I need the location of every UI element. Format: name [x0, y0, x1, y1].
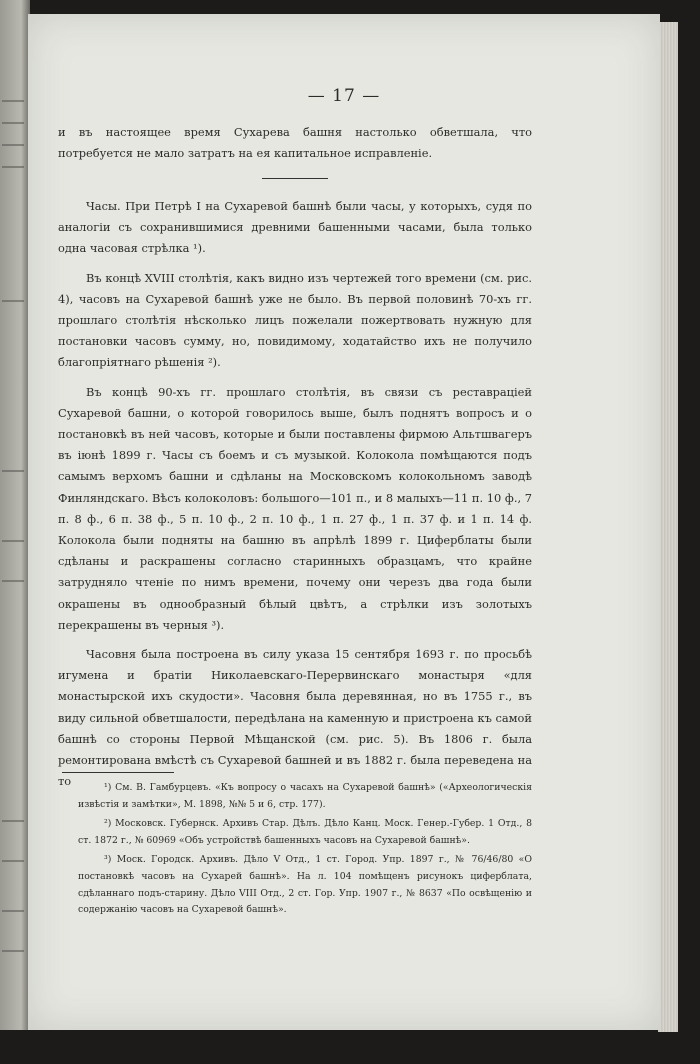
footnote-1: ¹) См. В. Гамбурцевъ. «Къ вопросу о часахъ на Сухаревой башнѣ» («Археологическія извѣстія и замѣтки», М. 1898, №№ 5 и 6, стр. 177).: [78, 782, 532, 810]
intro-paragraph: и въ настоящее время Сухарева башня настолько обветшала, что потребуется не мало затратъ на ея капитальное исправленіе.: [58, 125, 532, 161]
previous-page-edge: [0, 0, 30, 1030]
intro-text: [58, 122, 532, 172]
footnote-2: ²) Московск. Губернск. Архивъ Стар. Дѣлъ. Дѣло Канц. Моск. Генер.-Губер. 1 Отд., 8 ст. 1872 г., № 60969 «Объ устройствѣ башенныхъ часовъ на Сухаревой башнѣ».: [78, 818, 532, 846]
footnote-3: ³) Моск. Городск. Архивъ. Дѣло V Отд., 1 ст. Город. Упр. 1897 г., № 76/46/80 «О постановкѣ часовъ на Сухарей башнѣ». На л. 104 помѣщенъ рисунокъ циферблата, сдѣланнаго подъ-старину. Дѣло VIII Отд., 2 ст. Гор. Упр. 1907 г., № 8637 «По освѣщенію и содержанію часовъ на Сухаревой башнѣ».: [78, 854, 532, 916]
page-number: — 17 —: [307, 86, 381, 106]
footnotes: [58, 780, 532, 922]
footnote-divider: [62, 772, 174, 773]
body-text: [58, 196, 532, 800]
section-divider: [262, 178, 328, 179]
book-page: [28, 14, 660, 1030]
paragraph-18th-century: Въ концѣ XVIII столѣтія, какъ видно изъ чертежей того времени (см. рис. 4), часовъ на Сухаревой башнѣ уже не было. Въ первой половинѣ 70-хъ гг. прошлаго столѣтія нѣсколько лицъ пожелали пожертвовать нужную для постановки часовъ сумму, но, повидимому, ходатайство ихъ не получило благопріятнаго рѣшенія ²).: [58, 270, 532, 370]
book-page-edges: [658, 22, 678, 1032]
paragraph-clock: Часы. При Петрѣ I на Сухаревой башнѣ были часы, у которыхъ, судя по аналогіи съ сохранившимися древними башенными часами, была только одна часовая стрѣлка ¹).: [58, 199, 532, 256]
paragraph-restoration: Въ концѣ 90-хъ гг. прошлаго столѣтія, въ связи съ реставраціей Сухаревой башни, о которой говорилось выше, былъ поднятъ вопросъ и о постановкѣ въ ней часовъ, которые и были поставлены фирмою Альтшвагеръ въ іюнѣ 1899 г. Часы съ боемъ и съ музыкой. Колокола помѣщаются подъ самымъ верхомъ башни и сдѣланы на Московскомъ колокольномъ заводѣ Финляндскаго. Вѣсъ колоколовъ: большого—101 п., и 8 малыхъ—11 п. 10 ф., 7 п. 8 ф., 6 п. 38 ф., 5 п. 10 ф., 2 п. 10 ф., 1 п. 27 ф., 1 п. 37 ф. и 1 п. 14 ф. Колокола были подняты на башню въ апрѣлѣ 1899 г. Циферблаты были сдѣланы и раскрашены согласно старинныхъ образцамъ, что крайне затрудняло чтеніе по нимъ времени, почему они черезъ два года были окрашены въ однообразный бѣлый цвѣтъ, а стрѣлки изъ золотыхъ перекрашены въ черныя ³).: [58, 384, 532, 632]
paragraph-chapel: Часовня была построена въ силу указа 15 сентября 1693 г. по просьбѣ игумена и братіи Николаевскаго-Перервинскаго монастыря «для монастырской ихъ скудости». Часовня была деревянная, но въ 1755 г., въ виду сильной обветшалости, передѣлана на каменную и пристроена къ самой башнѣ со стороны Первой Мѣщанской (см. рис. 5). Въ 1806 г. была ремонтирована вмѣстѣ съ Сухаревой башней и въ 1882 г. была переведена на то: [58, 647, 532, 789]
